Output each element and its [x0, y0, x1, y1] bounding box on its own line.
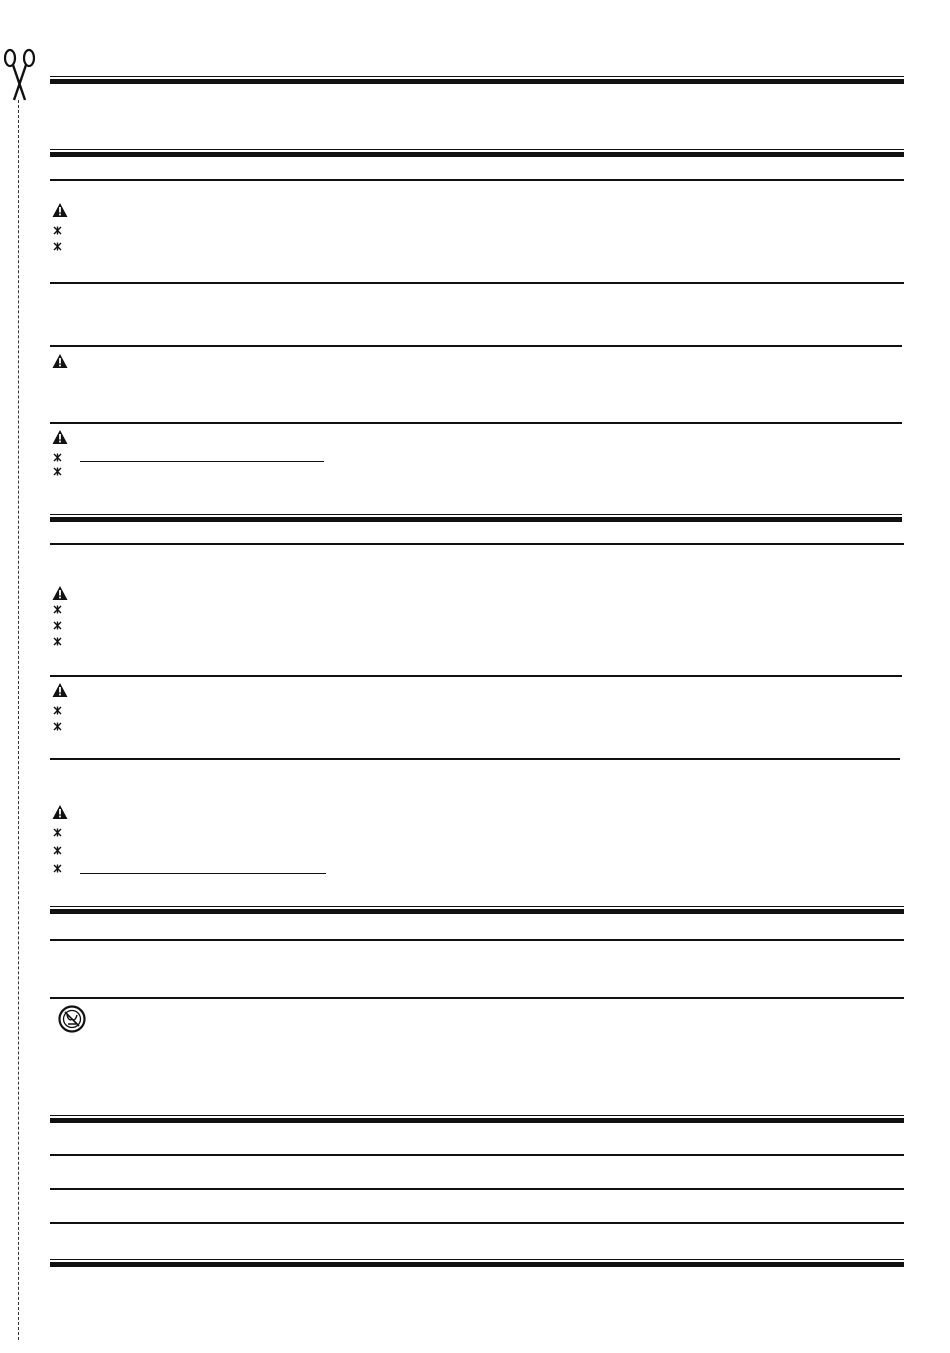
asterisk-bullet-icon: [53, 453, 62, 462]
footer-rule-bottom: [50, 1262, 904, 1267]
cut-line: [18, 100, 19, 1340]
section-1-divider: [50, 179, 904, 181]
prohibition-circle-icon: [57, 1004, 87, 1034]
section-3-divider: [50, 939, 904, 941]
asterisk-bullet-icon: [53, 621, 62, 630]
warning-triangle-icon: [52, 429, 68, 445]
section-4-rule-top: [50, 1115, 904, 1116]
asterisk-bullet-icon: [53, 706, 62, 715]
section-1-rule-bottom: [50, 152, 904, 157]
section-1-subdivider-2: [50, 345, 902, 347]
asterisk-bullet-icon: [53, 846, 62, 855]
warning-triangle-icon: [52, 202, 68, 218]
section-2-subdivider-2: [50, 758, 900, 760]
section-2-rule-bottom: [50, 517, 902, 522]
warning-triangle-icon: [52, 353, 68, 369]
asterisk-bullet-icon: [53, 226, 62, 235]
asterisk-bullet-icon: [53, 828, 62, 837]
section-3-rule-top: [50, 906, 904, 907]
section-2-divider: [50, 543, 904, 545]
section-4-rule-bottom: [50, 1118, 904, 1123]
section-2-rule-top: [50, 514, 902, 515]
footer-rule-top: [50, 1259, 904, 1260]
warning-triangle-icon: [52, 804, 68, 820]
section-1-subdivider: [50, 282, 904, 284]
header-rule-bottom: [50, 79, 904, 84]
section-1-rule-top: [50, 149, 904, 150]
warning-triangle-icon: [52, 682, 68, 698]
table-row-divider: [50, 1154, 904, 1156]
section-3-rule-bottom: [50, 909, 904, 914]
underline-blank: [80, 873, 326, 874]
asterisk-bullet-icon: [53, 467, 62, 476]
table-row-divider: [50, 1222, 904, 1224]
section-1-subdivider-3: [50, 422, 902, 424]
section-2-subdivider: [50, 675, 902, 677]
asterisk-bullet-icon: [53, 242, 62, 251]
scissors-icon: [2, 48, 38, 102]
asterisk-bullet-icon: [53, 722, 62, 731]
table-row-divider: [50, 1188, 904, 1190]
underline-blank: [80, 461, 324, 462]
warning-triangle-icon: [52, 585, 68, 601]
asterisk-bullet-icon: [53, 605, 62, 614]
header-rule-top: [50, 76, 904, 77]
asterisk-bullet-icon: [53, 637, 62, 646]
asterisk-bullet-icon: [53, 864, 62, 873]
section-3-subdivider: [50, 997, 904, 999]
